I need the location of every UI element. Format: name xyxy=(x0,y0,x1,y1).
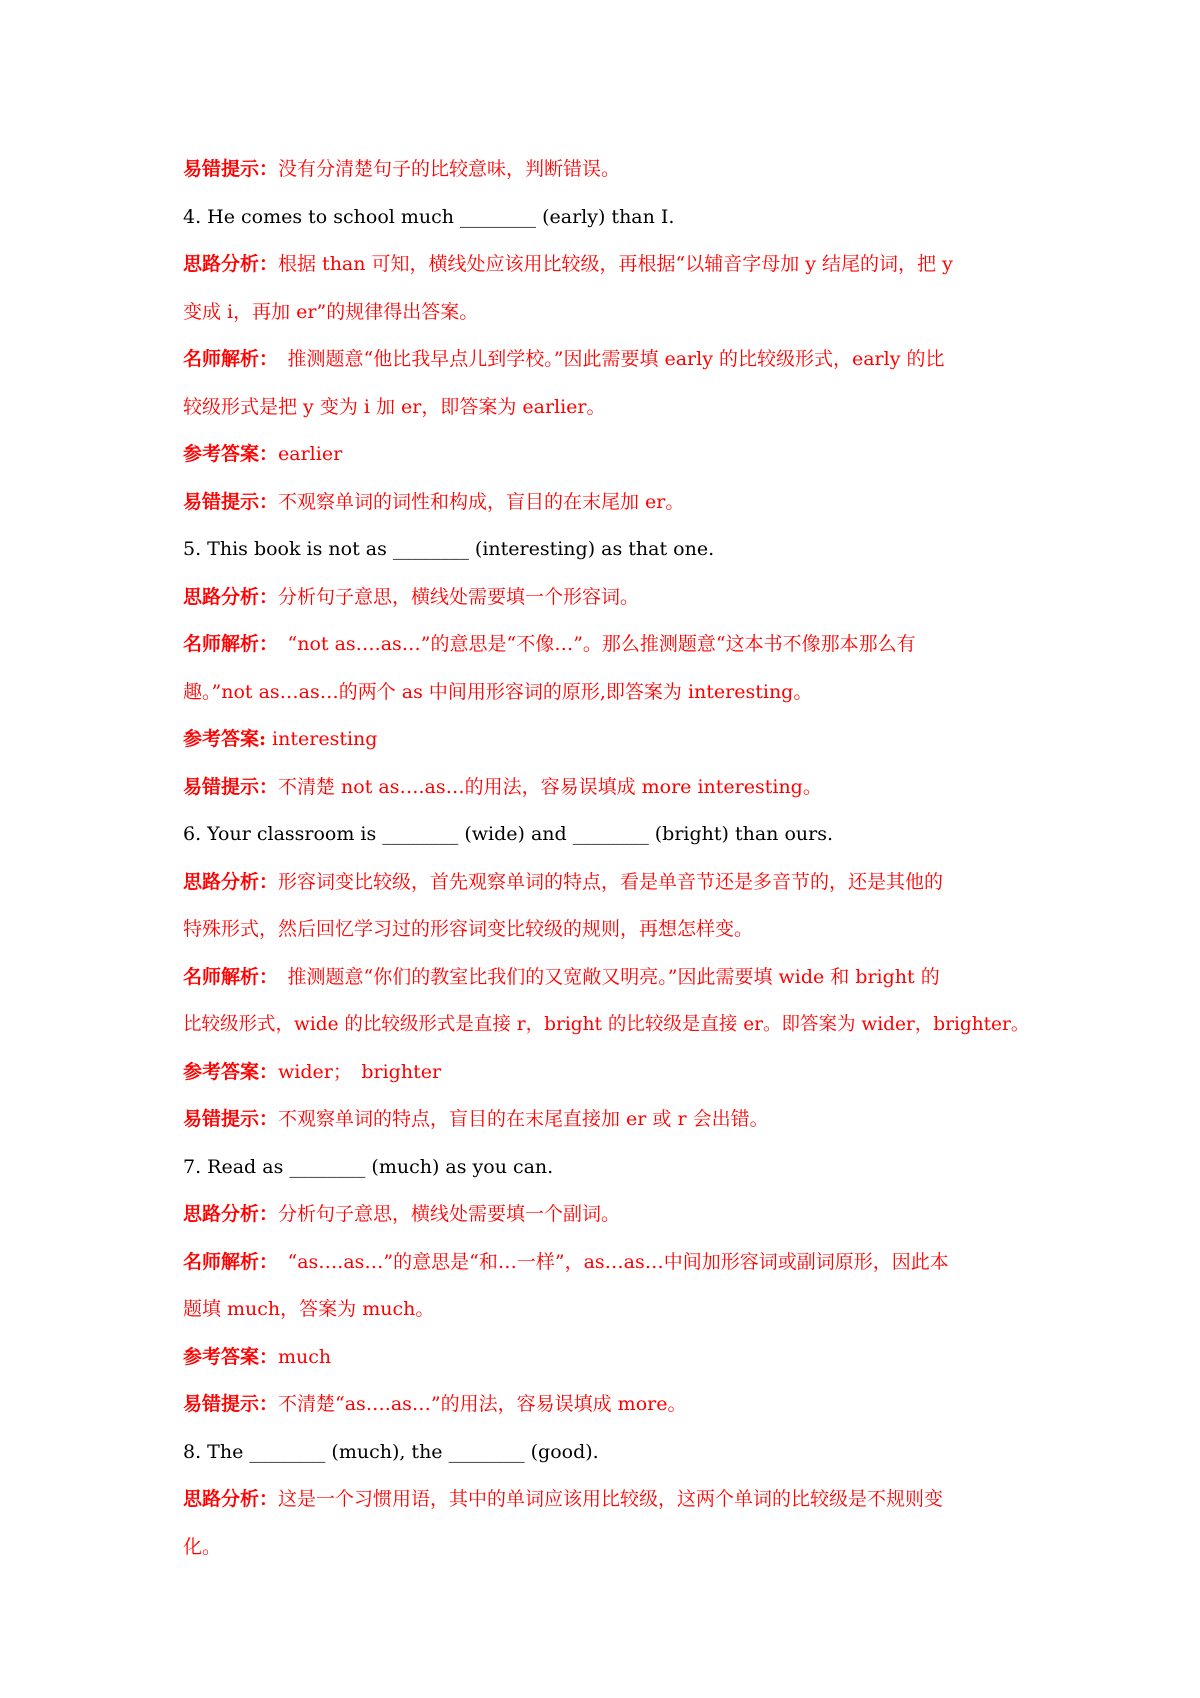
explanation-text: 不观察单词的词性和构成，盲目的在末尾加 er。 xyxy=(278,490,685,513)
explanation-label: 易错提示： xyxy=(183,1108,279,1130)
explanation-line xyxy=(183,716,1033,764)
explanation-continuation xyxy=(183,1001,1033,1049)
question-text: 8. The ________ (much), the ________ (good). xyxy=(183,1440,599,1463)
explanation-text: 推测题意“你们的教室比我们的又宽敞又明亮。”因此需要填 wide 和 bright 的 xyxy=(268,965,940,988)
question-line xyxy=(183,811,1033,859)
question-line xyxy=(183,526,1033,574)
explanation-line xyxy=(183,1334,1033,1382)
explanation-label: 思路分析： xyxy=(183,1203,279,1225)
explanation-line xyxy=(183,1191,1033,1239)
explanation-line xyxy=(183,1476,1033,1524)
question-text: 6. Your classroom is ________ (wide) and ________ (bright) than ours. xyxy=(183,823,833,845)
explanation-label: 思路分析： xyxy=(183,253,279,275)
explanation-text: much xyxy=(278,1345,332,1368)
explanation-text: “as….as…”的意思是“和…一样”，as…as…中间加形容词或副词原形，因此本 xyxy=(268,1250,949,1273)
explanation-text: interesting xyxy=(266,728,378,750)
explanation-text: 趣。”not as…as…的两个 as 中间用形容词的原形,即答案为 interesting。 xyxy=(183,680,813,703)
explanation-line xyxy=(183,479,1033,527)
explanation-text: 变成 i，再加 er”的规律得出答案。 xyxy=(183,300,479,323)
explanation-text: 特殊形式，然后回忆学习过的形容词变比较级的规则，再想怎样变。 xyxy=(183,918,754,940)
explanation-label: 易错提示： xyxy=(183,158,279,180)
explanation-label: 参考答案: xyxy=(183,728,267,750)
explanation-continuation xyxy=(183,1286,1033,1334)
question-text: 7. Read as ________ (much) as you can. xyxy=(183,1155,554,1178)
explanation-line xyxy=(183,146,1033,194)
question-line xyxy=(183,1144,1033,1192)
explanation-line xyxy=(183,1381,1033,1429)
explanation-label: 名师解析： xyxy=(183,348,269,370)
explanation-text: 不清楚 not as….as…的用法，容易误填成 more interesting。 xyxy=(278,775,822,798)
explanation-text: 不清楚“as….as…”的用法，容易误填成 more。 xyxy=(278,1393,687,1415)
question-text: 5. This book is not as ________ (interesting) as that one. xyxy=(183,538,715,560)
explanation-text: 形容词变比较级，首先观察单词的特点，看是单音节还是多音节的，还是其他的 xyxy=(278,870,944,893)
explanation-continuation xyxy=(183,906,1033,954)
explanation-continuation xyxy=(183,669,1033,717)
explanation-label: 易错提示： xyxy=(183,1393,279,1415)
explanation-line xyxy=(183,574,1033,622)
explanation-label: 思路分析： xyxy=(183,585,279,608)
explanation-text: “not as….as…”的意思是“不像…”。那么推测题意“这本书不像那本那么有 xyxy=(268,633,916,655)
explanation-label: 参考答案： xyxy=(183,1345,279,1368)
explanation-line xyxy=(183,764,1033,812)
explanation-line xyxy=(183,954,1033,1002)
explanation-continuation xyxy=(183,1524,1033,1572)
explanation-label: 思路分析： xyxy=(183,870,279,893)
explanation-text: 比较级形式，wide 的比较级形式是直接 r，bright 的比较级是直接 er。即答案为 wider，brighter。 xyxy=(183,1014,1030,1035)
explanation-text: 这是一个习惯用语，其中的单词应该用比较级，这两个单词的比较级是不规则变 xyxy=(278,1488,944,1510)
explanation-line xyxy=(183,336,1033,384)
explanation-text: 没有分清楚句子的比较意味，判断错误。 xyxy=(278,158,621,180)
explanation-text: 分析句子意思，横线处需要填一个形容词。 xyxy=(278,585,640,608)
question-text: 4. He comes to school much ________ (early) than I. xyxy=(183,205,675,228)
explanation-line xyxy=(183,1096,1033,1144)
explanation-text: 较级形式是把 y 变为 i 加 er，即答案为 earlier。 xyxy=(183,395,606,418)
question-line xyxy=(183,1429,1033,1477)
explanation-line xyxy=(183,1239,1033,1287)
explanation-label: 易错提示： xyxy=(183,490,279,513)
explanation-text: 化。 xyxy=(183,1535,222,1558)
explanation-line xyxy=(183,1049,1033,1097)
explanation-text: 不观察单词的特点，盲目的在末尾直接加 er 或 r 会出错。 xyxy=(278,1108,769,1130)
document-body xyxy=(183,146,1033,1571)
explanation-label: 参考答案： xyxy=(183,1060,279,1083)
explanation-label: 参考答案： xyxy=(183,443,279,465)
explanation-line xyxy=(183,859,1033,907)
explanation-text: 题填 much，答案为 much。 xyxy=(183,1298,435,1320)
explanation-label: 思路分析： xyxy=(183,1488,279,1510)
explanation-line xyxy=(183,431,1033,479)
explanation-text: 根据 than 可知，横线处应该用比较级，再根据“以辅音字母加 y 结尾的词，把 y xyxy=(278,253,953,275)
explanation-label: 名师解析： xyxy=(183,965,269,988)
explanation-text: 推测题意“他比我早点儿到学校。”因此需要填 early 的比较级形式，early 的比 xyxy=(268,348,945,370)
explanation-line xyxy=(183,241,1033,289)
explanation-text: wider； brighter xyxy=(278,1060,442,1083)
explanation-label: 易错提示： xyxy=(183,775,279,798)
explanation-continuation xyxy=(183,289,1033,337)
explanation-text: 分析句子意思，横线处需要填一个副词。 xyxy=(278,1203,621,1225)
explanation-line xyxy=(183,621,1033,669)
explanation-label: 名师解析： xyxy=(183,1250,269,1273)
explanation-label: 名师解析： xyxy=(183,633,269,655)
explanation-text: earlier xyxy=(278,443,343,465)
question-line xyxy=(183,194,1033,242)
explanation-continuation xyxy=(183,384,1033,432)
